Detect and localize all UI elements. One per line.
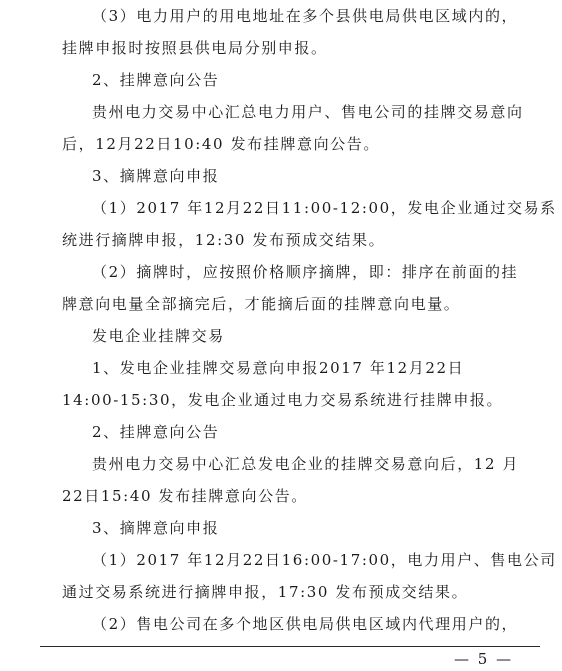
text-line: 挂牌申报时按照县供电局分别申报。 bbox=[62, 39, 328, 57]
text-line: （1）2017 年12月22日11:00-12:00，发电企业通过交易系 bbox=[92, 199, 557, 217]
text-line: （1）2017 年12月22日16:00-17:00，电力用户、售电公司 bbox=[92, 551, 557, 569]
section-heading: 3、摘牌意向申报 bbox=[92, 167, 220, 185]
section-heading: 2、挂牌意向公告 bbox=[92, 423, 220, 441]
text-line: 贵州电力交易中心汇总电力用户、售电公司的挂牌交易意向 bbox=[92, 103, 524, 121]
section-heading: 3、摘牌意向申报 bbox=[92, 519, 220, 537]
text-line: （3）电力用户的用电地址在多个县供电局供电区域内的， bbox=[92, 7, 519, 25]
text-line: 贵州电力交易中心汇总发电企业的挂牌交易意向后，12 月 bbox=[92, 455, 520, 473]
text-line: 22日15:40 发布挂牌意向公告。 bbox=[62, 487, 308, 505]
text-line: 统进行摘牌申报，12:30 发布预成交结果。 bbox=[62, 231, 386, 249]
text-line: （2）售电公司在多个地区供电局供电区域内代理用户的， bbox=[92, 615, 519, 633]
text-line: 牌意向电量全部摘完后，才能摘后面的挂牌意向电量。 bbox=[62, 295, 461, 313]
section-heading: 发电企业挂牌交易 bbox=[92, 327, 225, 345]
text-line: 14:00-15:30，发电企业通过电力交易系统进行挂牌申报。 bbox=[62, 391, 504, 409]
text-line: 后，12月22日10:40 发布挂牌意向公告。 bbox=[62, 135, 380, 153]
footer-divider bbox=[40, 646, 540, 647]
text-line: 1、发电企业挂牌交易意向申报2017 年12月22日 bbox=[92, 359, 465, 377]
page-number: — 5 — bbox=[454, 650, 514, 668]
text-line: （2）摘牌时，应按照价格顺序摘牌，即：排序在前面的挂 bbox=[92, 263, 519, 281]
section-heading: 2、挂牌意向公告 bbox=[92, 71, 220, 89]
text-line: 通过交易系统进行摘牌申报，17:30 发布预成交结果。 bbox=[62, 583, 469, 601]
